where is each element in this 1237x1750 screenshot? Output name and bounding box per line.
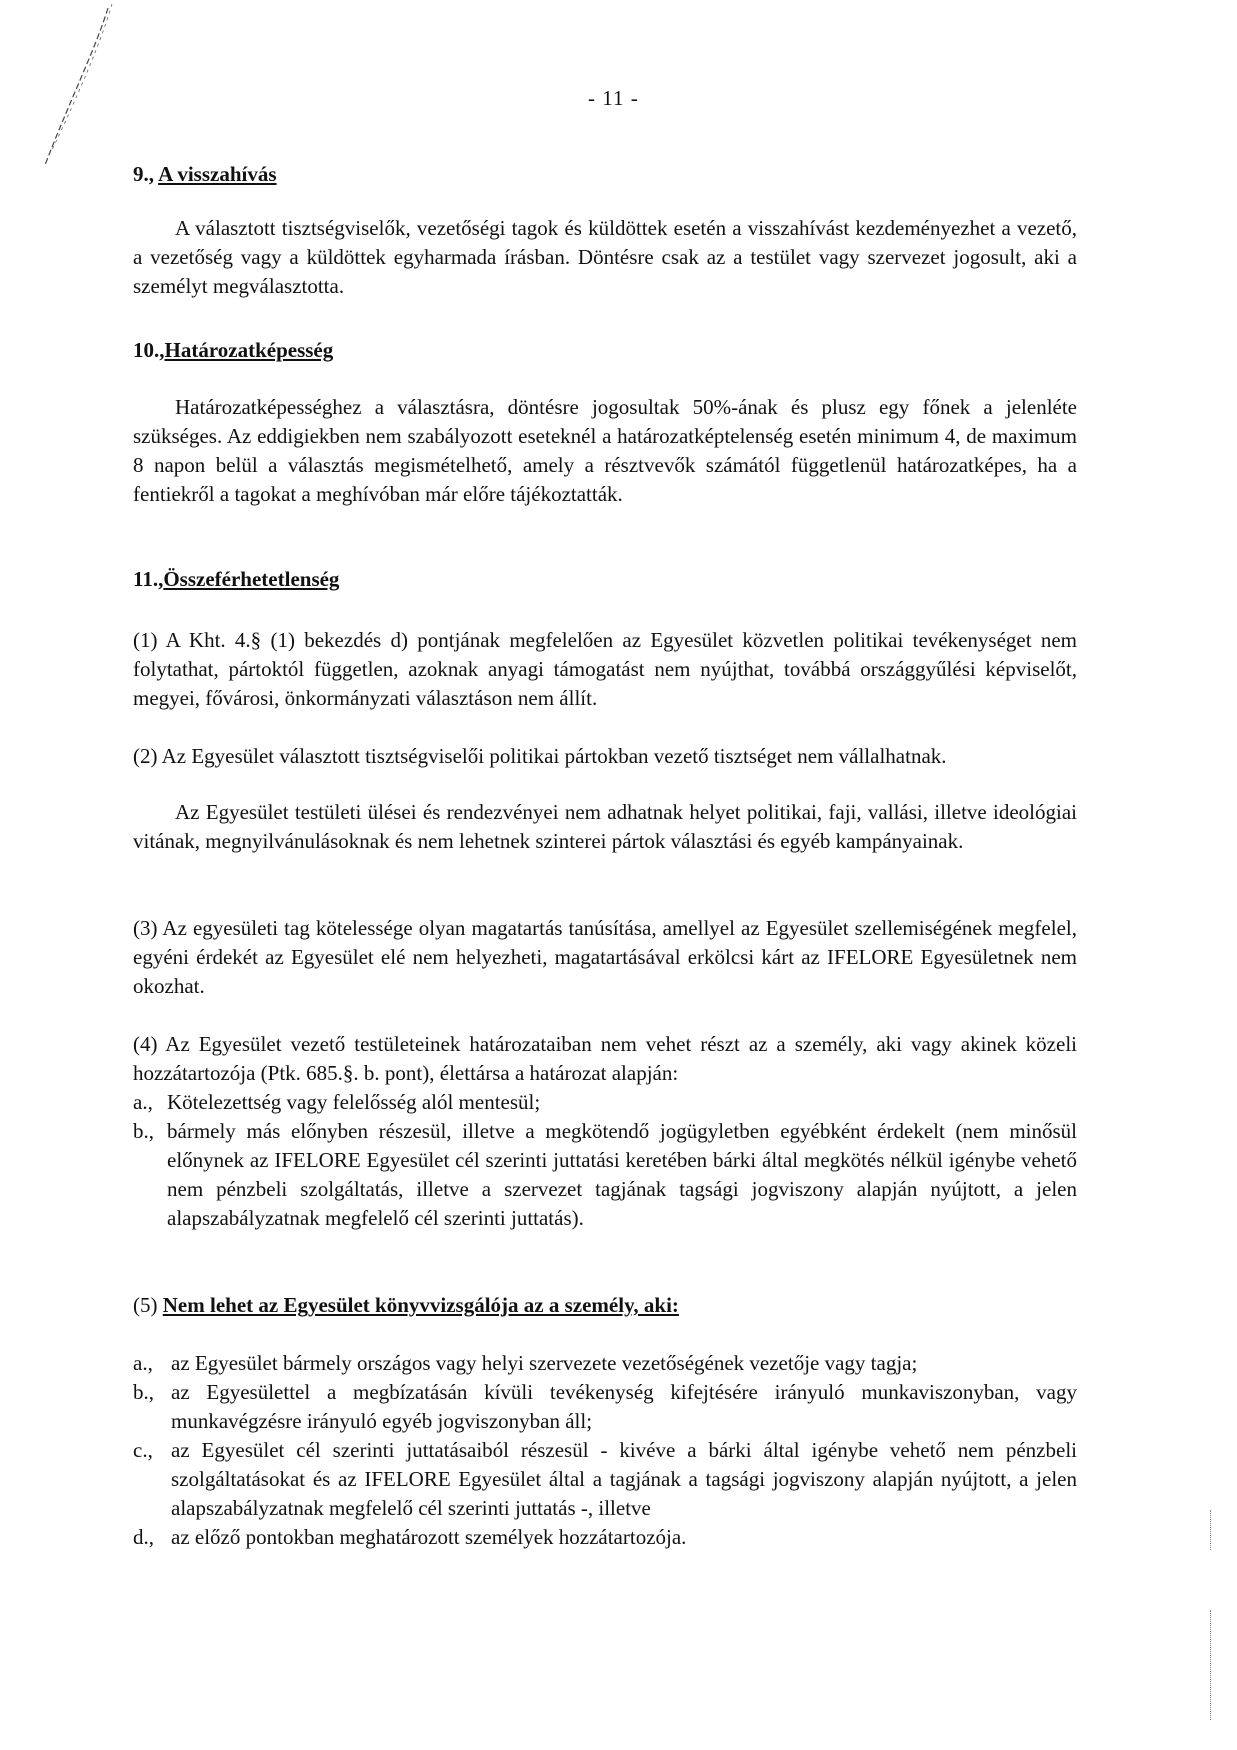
scan-artifact [1210, 1610, 1213, 1720]
list-item-text: az Egyesület cél szerinti juttatásaiból részesül - kivéve a bárki által igénybe vehető nem pénzbeli szolgáltatásokat és az IFELORE Egyesület által a tagjának a tagsági jogviszony alapján nyújtott, a jelen alapszabályzatnak megfelelő cél szerinti juttatás -, illetve [171, 1438, 1077, 1520]
section-11-number: 11., [133, 567, 164, 591]
list-item [133, 1117, 1077, 1233]
section-9-title: A visszahívás [158, 162, 277, 186]
paragraph-5-list [133, 1349, 1077, 1552]
paragraph-5-title: Nem lehet az Egyesület könyvvizsgálója az a személy, aki: [162, 1293, 679, 1317]
section-10-body: Határozatképességhez a választásra, döntésre jogosultak 50%-ának és plusz egy főnek a jelenléte szükséges. Az eddigiekben nem szabályozott eseteknél a határozatképtelenség esetén minimum 4, de maximum 8 napon belül a választás megismételhető, amely a résztvevők számától függetlenül határozatképes, ha a fentiekről a tagokat a meghívóban már előre tájékoztatták. [133, 395, 1077, 506]
section-11-paragraph-2b: Az Egyesület testületi ülései és rendezvényei nem adhatnak helyet politikai, faji, vallási, illetve ideológiai vitának, megnyilvánulásoknak és nem lehetnek szinterei pártok választási és egyéb kampányainak. [133, 800, 1077, 853]
list-marker: a., [133, 1090, 153, 1114]
list-marker: b., [133, 1119, 154, 1143]
section-11-paragraph-2: (2) Az Egyesület választott tisztségviselői politikai pártokban vezető tisztséget nem vállalhatnak. [133, 744, 947, 768]
section-10-title: Határozatképesség [164, 338, 334, 362]
list-item-text: az előző pontokban meghatározott személyek hozzátartozója. [171, 1525, 687, 1549]
section-11-paragraph-5-heading [133, 1293, 679, 1318]
list-item-text: Kötelezettség vagy felelősség alól mentesül; [167, 1090, 541, 1114]
list-item [133, 1523, 1077, 1552]
paragraph-5-number: (5) [133, 1293, 158, 1317]
section-11-paragraph-4: (4) Az Egyesület vezető testületeinek határozataiban nem vehet részt az a személy, aki vagy akinek közeli hozzátartozója (Ptk. 685.§. b. pont), élettársa a határozat alapján: [133, 1032, 1077, 1085]
section-10-heading [133, 338, 333, 363]
list-item [133, 1349, 1077, 1378]
section-10-number: 10., [133, 338, 165, 362]
section-11-title: Összeférhetetlenség [163, 567, 340, 591]
list-item-text: bármely más előnyben részesül, illetve a megkötendő jogügyletben egyébként érdekelt (nem minősül előnynek az IFELORE Egyesület cél szerinti juttatási keretében bárki által megkötés nélkül igénybe vehető nem pénzbeli szolgáltatás, illetve a szervezet tagjának tagsági jogviszony alapján nyújtott, a jelen alapszabályzatnak megfelelő cél szerinti juttatás). [167, 1119, 1077, 1230]
section-11-paragraph-1: (1) A Kht. 4.§ (1) bekezdés d) pontjának megfelelően az Egyesület közvetlen politikai tevékenységet nem folytathat, pártoktól független, azoknak anyagi támogatást nem nyújthat, továbbá országgyűlési képviselőt, megyei, fővárosi, önkormányzati választáson nem állít. [133, 628, 1077, 710]
scan-artifact [1210, 1510, 1213, 1550]
section-9-heading [133, 162, 277, 187]
list-item-text: az Egyesület bármely országos vagy helyi szervezete vezetőségének vezetője vagy tagja; [171, 1351, 918, 1375]
list-item [133, 1436, 1077, 1523]
section-11-paragraph-3: (3) Az egyesületi tag kötelessége olyan magatartás tanúsítása, amellyel az Egyesület szellemiségének megfelel, egyéni érdekét az Egyesület elé nem helyezheti, magatartásával erkölcsi kárt az IFELORE Egyesületnek nem okozhat. [133, 916, 1077, 998]
section-11-heading [133, 567, 339, 592]
list-marker: c., [133, 1438, 153, 1462]
list-item [133, 1088, 1077, 1117]
list-item [133, 1378, 1077, 1436]
list-marker: d., [133, 1525, 154, 1549]
section-9-body: A választott tisztségviselők, vezetőségi tagok és küldöttek esetén a visszahívást kezdeményezhet a vezető, a vezetőség vagy a küldöttek egyharmada írásban. Döntésre csak az a testület vagy szervezet jogosult, aki a személyt megválasztotta. [133, 216, 1077, 298]
paragraph-4-list [133, 1088, 1077, 1233]
pen-stroke-mark [0, 0, 140, 180]
page-number: - 11 - [588, 86, 639, 110]
list-marker: a., [133, 1351, 153, 1375]
list-item-text: az Egyesülettel a megbízatásán kívüli tevékenység kifejtésére irányuló munkaviszonyban, vagy munkavégzésre irányuló egyéb jogviszonyban áll; [171, 1380, 1077, 1433]
section-9-number: 9., [133, 162, 154, 186]
list-marker: b., [133, 1380, 154, 1404]
